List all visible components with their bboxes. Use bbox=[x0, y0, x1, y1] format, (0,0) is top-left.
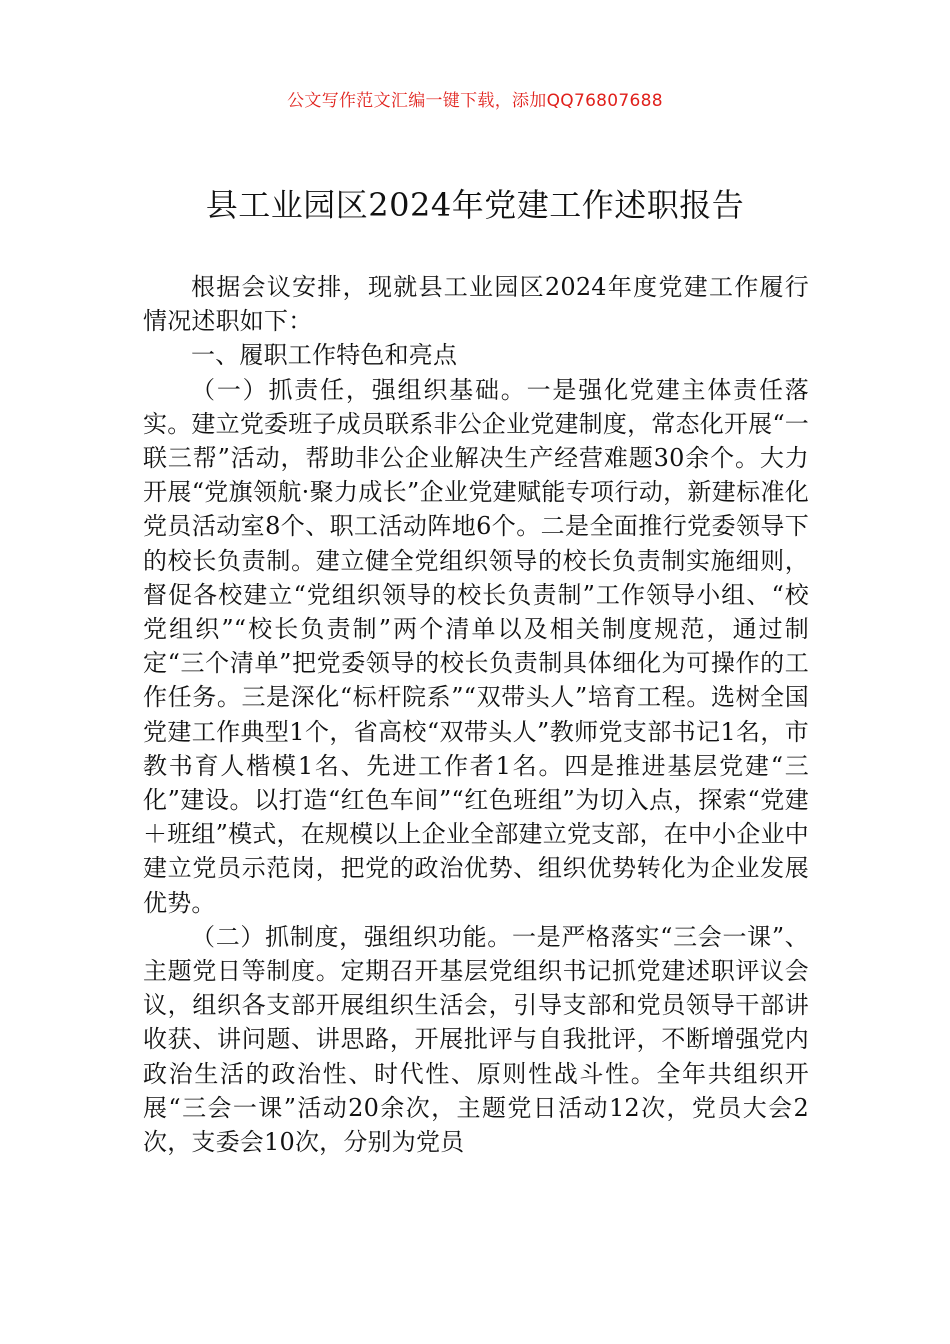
document-title: 县工业园区2024年党建工作述职报告 bbox=[205, 186, 745, 224]
paragraph-section-1-1: （一）抓责任，强组织基础。一是强化党建主体责任落实。建立党委班子成员联系非公企业党建制度，常态化开展“一联三帮”活动，帮助非公企业解决生产经营难题30余个。大力开展“党旗领航·聚力成长”企业党建赋能专项行动，新建标准化党员活动室8个、职工活动阵地6个。二是全面推行党委领导下的校长负责制。建立健全党组织领导的校长负责制实施细则，督促各校建立“党组织领导的校长负责制”工作领导小组、“校党组织”“校长负责制”两个清单以及相关制度规范，通过制定“三个清单”把党委领导的校长负责制具体细化为可操作的工作任务。三是深化“标杆院系”“双带头人”培育工程。选树全国党建工作典型1个，省高校“双带头人”教师党支部书记1名，市教书育人楷模1名、先进工作者1名。四是推进基层党建“三化”建设。以打造“红色车间”“红色班组”为切入点，探索“党建＋班组”模式，在规模以上企业全部建立党支部，在中小企业中建立党员示范岗，把党的政治优势、组织优势转化为企业发展优势。 bbox=[143, 375, 809, 917]
header-promo-note: 公文写作范文汇编一键下载，添加QQ76807688 bbox=[287, 91, 663, 111]
section-heading-1: 一、履职工作特色和亮点 bbox=[191, 341, 458, 370]
document-body bbox=[143, 270, 809, 1159]
paragraph-intro: 根据会议安排，现就县工业园区2024年度党建工作履行情况述职如下： bbox=[143, 273, 809, 336]
paragraph-section-1-2: （二）抓制度，强组织功能。一是严格落实“三会一课”、主题党日等制度。定期召开基层党组织书记抓党建述职评议会议，组织各支部开展组织生活会，引导支部和党员领导干部讲收获、讲问题、讲思路，开展批评与自我批评，不断增强党内政治生活的政治性、时代性、原则性战斗性。全年共组织开展“三会一课”活动20余次，主题党日活动12次，党员大会2次，支委会10次，分别为党员 bbox=[143, 922, 809, 1157]
